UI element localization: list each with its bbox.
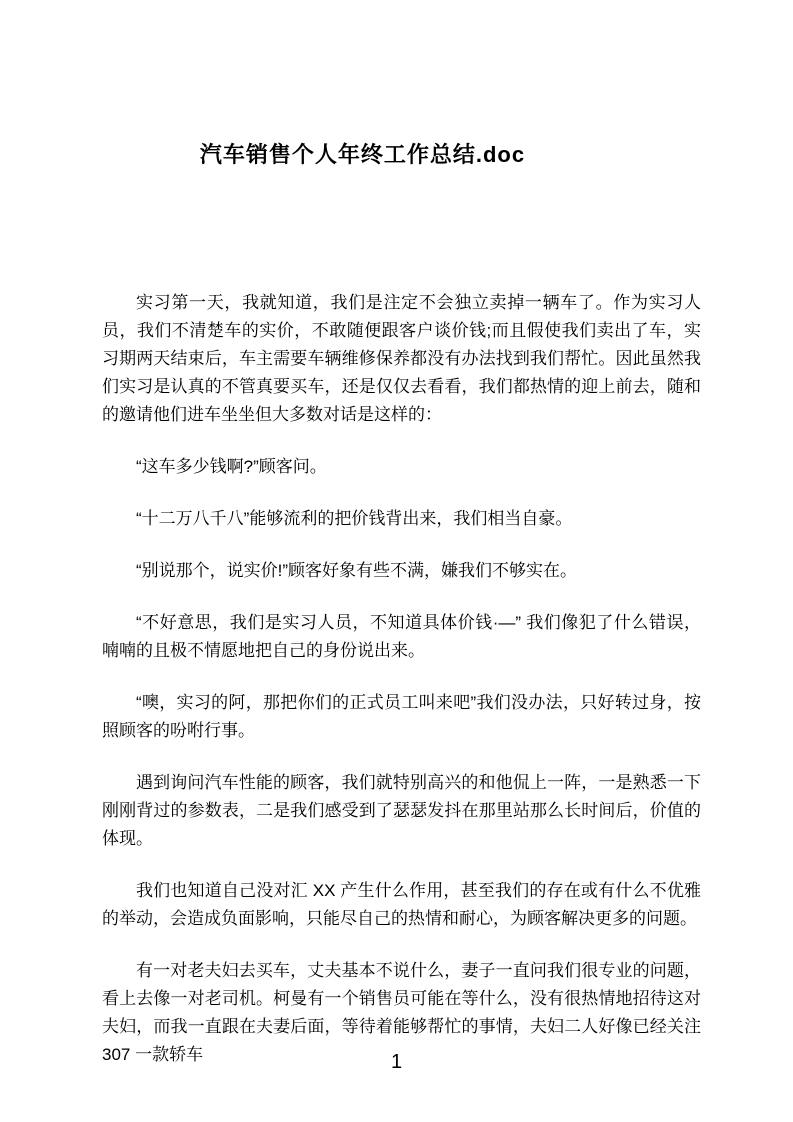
paragraph: 我们也知道自己没对汇 XX 产生什么作用，甚至我们的存在或有什么不优雅的举动，会造成负面影响，只能尽自己的热情和耐心，为顾客解决更多的问题。 xyxy=(102,881,701,928)
paragraph: 实习第一天，我就知道，我们是注定不会独立卖掉一辆车了。作为实习人员，我们不清楚车的实价，不敢随便跟客户谈价钱;而且假使我们卖出了车，实习期两天结束后，车主需要车辆维修保养都没有办法找到我们帮忙。因此虽然我们实习是认真的不管真要买车，还是仅仅去看看，我们都热情的迎上前去，随和的邀请他们进车坐坐但大多数对话是这样的： xyxy=(102,293,701,424)
paragraph: “不好意思，我们是实习人员，不知道具体价钱·—” 我们像犯了什么错误，喃喃的且极不情愿地把自己的身份说出来。 xyxy=(102,613,701,660)
document-body xyxy=(102,289,701,1093)
paragraph: “这车多少钱啊?”顾客问。 xyxy=(136,457,327,476)
paragraph: “噢，实习的阿，那把你们的正式员工叫来吧”我们没办法，只好转过身，按照顾客的吩咐行事。 xyxy=(102,693,701,740)
paragraph: 有一对老夫妇去买车，丈夫基本不说什么，妻子一直问我们很专业的问题，看上去像一对老司机。柯曼有一个销售员可能在等什么，没有很热情地招待这对夫妇，而我一直跟在夫妻后面，等待着能够帮忙的事情，夫妇二人好像已经关注 307 一款轿车 xyxy=(102,961,701,1064)
page-number: 1 xyxy=(390,1051,403,1073)
paragraph: “别说那个，说实价!”顾客好象有些不满，嫌我们不够实在。 xyxy=(136,561,578,580)
paragraph: 遇到询问汽车性能的顾客，我们就特别高兴的和他侃上一阵，一是熟悉一下刚刚背过的参数表，二是我们感受到了瑟瑟发抖在那里站那么长时间后，价值的体现。 xyxy=(102,773,701,848)
paragraph: “十二万八千八”能够流利的把价钱背出来，我们相当自豪。 xyxy=(136,509,573,528)
document-title: 汽车销售个人年终工作总结.doc xyxy=(199,142,526,167)
